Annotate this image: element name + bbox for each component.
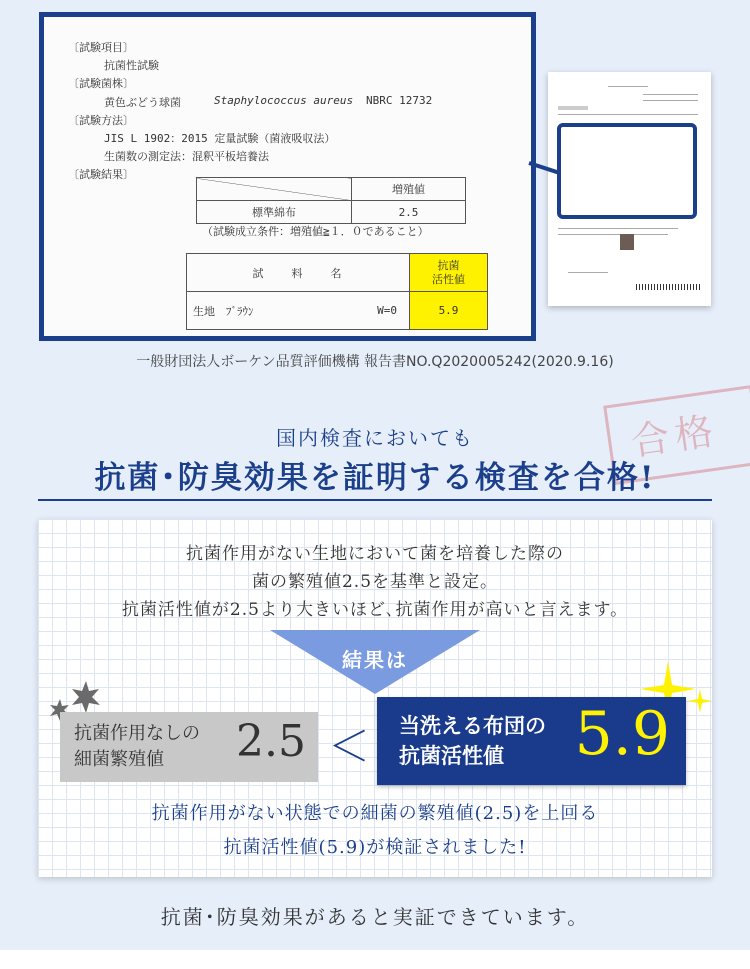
baseline-label-1: 抗菌作用なしの: [74, 723, 200, 744]
report-growth-table: [196, 177, 466, 224]
report-test-item-heading: 〔試験項目〕: [68, 41, 134, 54]
product-label-1: 当洗える布団の: [399, 713, 546, 738]
report-sample-col: 試 料 名: [187, 254, 410, 292]
report-caption: 一般財団法人ボーケン品質評価機構 報告書NO.Q2020005242(2020.9.16): [136, 354, 614, 370]
arrow-label: 結果は: [342, 648, 408, 672]
report-strain-latin: Staphylococcus aureus: [214, 94, 354, 107]
result-line-2: 抗菌活性値(5.9)が検証されました!: [223, 837, 527, 858]
report-result-heading: 〔試験結果〕: [68, 168, 134, 181]
baseline-value: 2.5: [236, 716, 306, 767]
report-growth-col: 増殖値: [352, 178, 466, 201]
report-strain-code: NBRC 12732: [366, 94, 433, 107]
thumb-barcode: [636, 284, 700, 290]
report-condition: （試験成立条件：増殖値≧１．０であること）: [202, 225, 429, 238]
footer-statement: 抗菌･防臭効果があると実証できています。: [160, 905, 590, 929]
intro-line-3: 抗菌活性値が2.5より大きいほど､抗菌作用が高いと言えます。: [121, 600, 629, 620]
baseline-box: [60, 712, 318, 782]
report-strain-heading: 〔試験菌株〕: [68, 77, 134, 90]
report-sample-name: 生地 ﾌﾞﾗｳﾝ: [187, 292, 337, 330]
report-method-count: 生菌数の測定法：混釈平板培養法: [104, 150, 269, 163]
report-standard-cloth: 標準綿布: [197, 201, 352, 224]
report-standard-value: 2.5: [352, 201, 466, 224]
less-than-sign: ＜: [328, 722, 371, 771]
intro-line-2: 菌の繁殖値2.5を基準と設定。: [251, 572, 499, 592]
headline-rule: [38, 499, 712, 501]
thumb-photo: [620, 234, 634, 250]
report-sample-value: 5.9: [410, 292, 488, 330]
report-scan: [39, 12, 536, 341]
baseline-label-2: 細菌繁殖値: [74, 749, 164, 770]
thumb-zoom-highlight: [557, 123, 697, 219]
report-activity-col-2: 活性値: [432, 272, 465, 286]
intro-line-1: 抗菌作用がない生地において菌を培養した際の: [186, 544, 564, 564]
report-test-item: 抗菌性試験: [104, 59, 159, 72]
report-method-standard: JIS L 1902：2015 定量試験（菌液吸収法）: [104, 132, 336, 145]
sub-headline: 国内検査においても: [276, 426, 474, 450]
result-line-1: 抗菌作用がない状態での細菌の繁殖値(2.5)を上回る: [151, 803, 599, 824]
report-method-heading: 〔試験方法〕: [68, 114, 134, 127]
product-label-2: 抗菌活性値: [399, 743, 504, 768]
product-value: 5.9: [574, 699, 670, 769]
product-box: [377, 697, 686, 785]
explanation-panel: [38, 519, 712, 877]
main-headline: 抗菌･防臭効果を証明する検査を合格!: [94, 460, 656, 496]
pass-stamp: 合格: [603, 385, 750, 485]
report-sample-w: W=0: [337, 292, 410, 330]
report-strain-ja: 黄色ぶどう球菌: [104, 96, 181, 109]
report-activity-col-1: 抗菌: [437, 258, 460, 272]
report-activity-table: [186, 253, 488, 330]
